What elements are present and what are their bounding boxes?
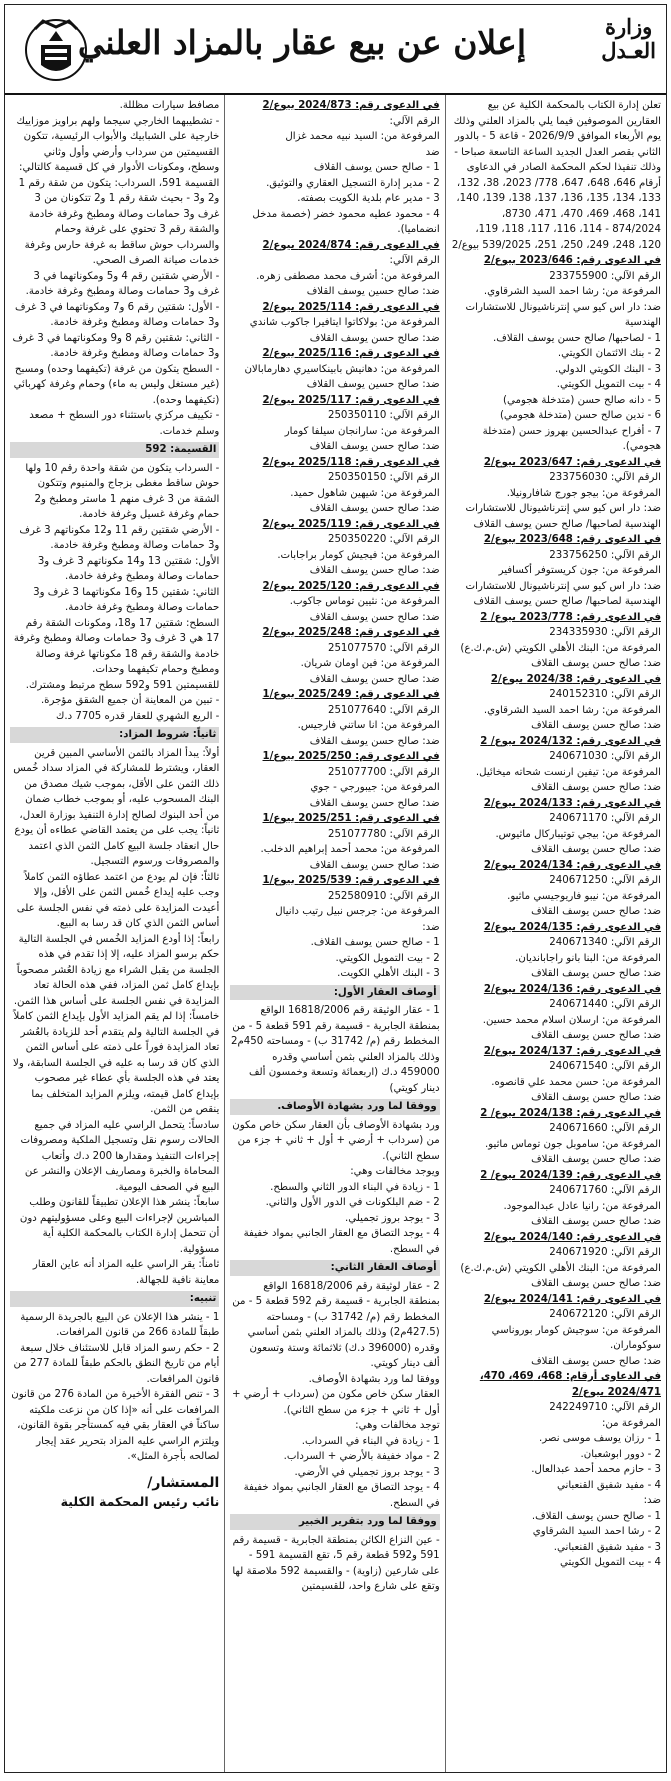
- paragraph: الرقم الآلي: 240671340: [549, 937, 661, 948]
- paragraph: 4 - يوجد التصاق مع العقار الجانبي بمواد خفيفة في السطح.: [243, 1228, 440, 1255]
- paragraph: المرفوعة من: بيجي توتيباركال ماثيوس.: [495, 828, 661, 840]
- paragraph: القسيمة 591، السرداب: يتكون من شقة رقم 1 و2 و3 - بحيث شقة رقم 1 و2 تتكونان من 3 غرف و3 حمامات وصالة ومطبخ وغرفة خادمة والشقة رقم 3 تحتوي على غرفة وحمام والسرداب حوش ساقط به غرفة حارس وغرفة خدمات صيانة الصرف الصحي.: [18, 177, 220, 266]
- paragraph: الرقم الآلي: 240671540: [549, 1061, 661, 1072]
- paragraph: الرقم الآلي: 234335930: [549, 627, 661, 638]
- case-heading: في الدعوى رقم: 2024/141 بيوع/2: [483, 1293, 661, 1305]
- paragraph: ورد بشهادة الأوصاف بأن العقار سكن خاص مكون من (سرداب + أرضي + أول + ثاني + جزء من سطح الثاني).: [232, 1119, 440, 1162]
- paragraph: - تشطيبهما الخارجي سيجما ولهم براويز موزاييك خارجية على الشبابيك والأبواب الرئيسية، تتكون القسيمتين من سرداب وأرضي وأول وثاني وسطح، ومكونات الأدوار في كل قسيمة كالتالي:: [16, 115, 220, 173]
- paragraph: خامساً: إذا لم يقم المزايد الأول بإيداع الثمن كاملاً في الجلسة التالية ولم يتقدم أحد للزيادة بالعُشر تعاد المزايدة فوراً على ذمته على أساس الثمن الذي كان قد رسا به عليه في الجلسة السابقة، ولا يعتد في هذه الجلسة بأي عطاء غير مصحوب بإيداع كامل قيمته، ويلزم المزايد المتخلف بما ينقص من الثمن.: [13, 1011, 220, 1115]
- ministry-name: [601, 15, 656, 63]
- paragraph: المرفوعة من: دهانيش بابينكاسيري دهارمابالان: [244, 363, 440, 375]
- case-heading: في الدعوى رقم: 2024/139 بيوع/ 2: [480, 1169, 661, 1181]
- paragraph: المرفوعة من: نثيين توماس جاكوب.: [289, 596, 440, 607]
- paragraph: الأول: شقتين 13 و14 مكوناتهم 3 غرف و3 حمامات وصالة ومطبخ وغرفة خادمة.: [37, 555, 220, 582]
- paragraph: 1 - لصاحبها/ صالح حسن يوسف القلاف.: [493, 332, 661, 344]
- paragraph: ضد: صالح حسن يوسف القلاف: [531, 1092, 661, 1103]
- paragraph: المرفوعة من: جرجس نبيل رتيب دانيال: [275, 906, 440, 917]
- paragraph: 1 - زيادة في البناء في السرداب.: [301, 1435, 440, 1447]
- paragraph: 4 - بيت التمويل الكويتي: [560, 1557, 661, 1568]
- paragraph: الرقم الآلي: 242249710: [549, 1402, 661, 1413]
- case-heading: في الدعوى رقم: 2023/648 بيوع/2: [483, 534, 661, 545]
- paragraph: 1 - رزان يوسف موسى نصر.: [539, 1433, 661, 1444]
- paragraph: ضد: صالح حسن يوسف القلاف: [309, 332, 440, 344]
- header: [5, 5, 666, 95]
- paragraph: ضد: صالح حسن يوسف القلاف: [531, 1154, 661, 1165]
- case-heading: في الدعاوى أرقام: 468، 469، 470، 2024/471 بيوع/2: [479, 1371, 661, 1398]
- paragraph: المرفوعة من: السيد نبيه محمد غزال: [285, 131, 440, 142]
- column-middle: [225, 95, 445, 1772]
- case-heading: في الدعوى رقم: 2025/118 بيوع/2: [262, 456, 440, 468]
- paragraph: سادساً: يتحمل الراسي عليه المزاد في جميع الحالات رسوم نقل وتسجيل الملكية ومصروفات إجراءات التنفيذ ومقدارها 200 د.ك وأتعاب المحاماة والخبرة ومصاريف الإعلان والنشر عن البيع في الصحف اليومية.: [20, 1119, 220, 1193]
- paragraph: 2 - بنك الائتمان الكويتي.: [557, 348, 661, 359]
- paragraph: 1 - زيادة في البناء الدور الثاني والسطح.: [270, 1181, 440, 1193]
- paragraph: 2 - حكم رسو المزاد قابل للاستئناف خلال سبعة أيام من تاريخ النطق بالحكم طبقاً للمادة 277 من قانون المرافعات.: [13, 1342, 220, 1385]
- paragraph: المرفوعة من: البنك الأهلي الكويتي (ش.م.ك.ع): [460, 642, 661, 654]
- case-heading: في الدعوى رقم: 2023/647 بيوع/2: [483, 456, 661, 468]
- paragraph: الرقم الآلي: 240671250: [549, 875, 661, 886]
- case-heading: في الدعوى رقم: 2025/119 بيوع/2: [262, 518, 440, 530]
- paragraph: الرقم الآلي: 233755900: [549, 270, 661, 282]
- case-heading: في الدعوى رقم: 2025/250 بيوع/1: [262, 751, 440, 762]
- case-heading: في الدعوى رقم: 2024/133 بيوع/2: [483, 797, 661, 809]
- paragraph: المرفوعة من: ارسلان اسلام محمد حسين.: [482, 1014, 661, 1026]
- paragraph: ضد: صالح حسن يوسف القلاف: [309, 503, 440, 514]
- paragraph: ثامناً: يقر الراسي عليه المزاد أنه عاين العقار معاينة نافية للجهالة.: [32, 1259, 220, 1286]
- paragraph: 3 - البنك الأهلي الكويت.: [337, 968, 440, 979]
- paragraph: الرقم الآلي: 250350110: [327, 410, 440, 421]
- paragraph: 6 - ندين صالح حسن (متدخلة هجومي): [499, 410, 661, 421]
- paragraph: 2 - رشا احمد السيد الشرقاوي: [532, 1526, 661, 1537]
- case-heading: في الدعوى رقم: 2025/251 بيوع/1: [262, 813, 440, 824]
- case-heading: في الدعوى رقم: 2024/873 بيوع/2: [262, 100, 440, 111]
- case-heading: في الدعوى رقم: 2025/249 بيوع/1: [262, 689, 440, 700]
- section-heading: تنبيه:: [10, 1291, 219, 1307]
- paragraph: ثالثاً: فإن لم يودع من اعتمد عطاؤه الثمن كاملاً وجب عليه إيداع خُمس الثمن على الأقل، وإلا أعيدت المزايدة على ذمته في نفس الجلسة على أساس الثمن الذي كان قد رسا به البيع.: [16, 871, 220, 929]
- paragraph: 3 - البنك الكويتي الدولي.: [554, 363, 661, 375]
- paragraph: المرفوعة من: ساموبل جون توماس ماثيو.: [485, 1138, 661, 1150]
- paragraph: 2 - ضم البلكونات في الدور الأول والثاني.: [265, 1197, 440, 1208]
- kuwait-emblem-icon: [19, 11, 93, 85]
- case-heading: في الدعوى رقم: 2025/114 بيوع/2: [262, 301, 440, 313]
- paragraph: 1 - عقار الوثيقة رقم 16818/2006 الواقع بمنطقة الجابرية - قسيمة رقم 591 قطعة 5 - من المخطط رقم (م/ 31742 ب) - ومساحته 450م2 وذلك بالمزاد العلني بثمن أساسي وقدره 459000 د.ك (اربعمائة وتسعة وخمسون ألف دينار كويتي): [230, 1005, 440, 1094]
- paragraph: الثاني: شقتين 15 و16 مكوناتهما 3 غرف و3 حمامات وصالة ومطبخ وغرفة خادمة.: [33, 586, 220, 613]
- paragraph: ضد: صالح حسن يوسف القلاف: [309, 565, 440, 576]
- paragraph: ضد:: [422, 921, 440, 933]
- paragraph: ضد: صالح حسن يوسف القلاف: [531, 1278, 661, 1289]
- paragraph: المرفوعة من: حسن محمد علي قانصوه.: [491, 1076, 661, 1088]
- case-heading: في الدعوى رقم: 2024/38 بيوع/2: [490, 673, 661, 685]
- case-heading: في الدعوى رقم: 2025/116 بيوع/2: [262, 348, 440, 359]
- paragraph: المرفوعة من: فيجيش كومار براجابات.: [277, 549, 440, 561]
- paragraph: 1 - صالح حسن يوسف القلاف.: [531, 1510, 661, 1522]
- paragraph: ويوجد مخالفات وهي:: [350, 1166, 440, 1177]
- paragraph: الرقم الآلي: 240152310: [549, 689, 661, 700]
- paragraph: 2 - مواد خفيفة بالأرضي + السرداب.: [283, 1451, 440, 1462]
- paragraph: ضد: صالح حسين يوسف القلاف: [306, 286, 440, 297]
- paragraph: ضد: صالح حسن يوسف القلاف: [309, 611, 440, 623]
- paragraph: - الأرضي شقتين رقم 4 و5 ومكوناتهما في 3 غرف و3 حمامات وصالة ومطبخ وغرفة خادمة.: [25, 270, 220, 297]
- paragraph: الرقم الآلي: 252580910: [327, 890, 440, 902]
- paragraph: 4 - محمود عطيه محمود خضر (خصمة مدخل انضماميا).: [252, 208, 440, 235]
- paragraph: الرقم الآلي:: [389, 255, 440, 266]
- paragraph: الرقم الآلي: 250350150: [327, 472, 440, 483]
- paragraph: السطح: شقتين 17 و18، ومكونات الشقة رقم 17 هي 3 غرف و3 حمامات وصالة ومطبخ وغرفة خادمة والشقة رقم 18 مكوناتها غرفة وصالة ومطبخ وحمام تكيفهما وحدات.: [13, 617, 220, 675]
- ministry-line-1: وزارة: [604, 14, 653, 39]
- paragraph: ضد: صالح حسن يوسف القلاف: [531, 720, 661, 731]
- paragraph: المرفوعة من: رشا احمد السيد الشرقاوي.: [483, 286, 661, 297]
- paragraph: الرقم الآلي: 240671030: [549, 751, 661, 762]
- paragraph: ضد: صالح حسن يوسف القلاف: [309, 441, 440, 452]
- paragraph: المرفوعة من: أشرف محمد مصطفى زهره.: [256, 270, 440, 282]
- paragraph: المرفوعة من: شيهين شاهول حميد.: [290, 487, 440, 499]
- column-left: [5, 95, 225, 1772]
- paragraph: ضد: صالح حسن يوسف القلاف: [531, 658, 661, 669]
- paragraph: الرقم الآلي: 250350220: [327, 534, 440, 545]
- paragraph: 3 - تنص الفقرة الأخيرة من المادة 276 من قانون المرافعات على أنه «إذا كان من نزعت ملكيته ساكناً في العقار بقي فيه كمستأجر بقوة القانون، ويلتزم الراسي عليه المزاد بتحرير عقد إيجار لصالحه بأجرة المثل».: [11, 1389, 220, 1462]
- paragraph: الرقم الآلي: 240671170: [549, 813, 661, 824]
- paragraph: المرفوعة من:: [601, 1417, 661, 1429]
- paragraph: ضد: صالح حسن يوسف القلاف: [309, 797, 440, 809]
- paragraph: 7 - أفراح عبدالحسين بهروز حسن (متدخلة هجومي).: [482, 425, 661, 452]
- paragraph: المرفوعة من: نيبو فاريوجيسي ماثيو.: [507, 890, 661, 902]
- paragraph: للقسيمتين 591 و592 سطح مرتبط ومشترك.: [25, 679, 220, 691]
- paragraph: 1 - صالح حسن يوسف القلاف: [313, 162, 440, 173]
- paragraph: - عين النزاع الكائن بمنطقة الجابرية - قسيمة رقم 591 و592 قطعة رقم 5، تقع القسيمة 591 - على شارعين (زاوية) - والقسيمة 592 ملاصقة لها وتقع على شارع واحد، للقسيمتين: [232, 1534, 440, 1592]
- paragraph: ضد: صالح حسن يوسف القلاف: [531, 1355, 661, 1367]
- case-heading: في الدعوى رقم: 2024/140 بيوع/2: [483, 1231, 661, 1243]
- paragraph: العقار سكن خاص مكون من (سرداب + أرضي + أول + ثاني + جزء من سطح الثاني).: [232, 1389, 440, 1416]
- paragraph: - الريع الشهري للعقار قدره 7705 د.ك: [55, 710, 220, 722]
- signature-role: نائب رئيس المحكمة الكلية: [60, 1493, 220, 1509]
- columns: [5, 95, 666, 1772]
- paragraph: الرقم الآلي: 233756250: [549, 549, 661, 561]
- paragraph: 3 - يوجد بروز تجميلي في الأرضي.: [294, 1466, 440, 1478]
- paragraph: ضد: صالح حسن يوسف القلاف: [531, 844, 661, 855]
- paragraph: الرقم الآلي: 240671760: [549, 1185, 661, 1196]
- case-heading: في الدعوى رقم: 2024/136 بيوع/2: [483, 983, 661, 995]
- paragraph: الرقم الآلي:: [389, 115, 440, 127]
- paragraph: 2 - مدير إدارة التسجيل العقاري والتوثيق.: [266, 177, 440, 189]
- paragraph: المرفوعة من: تيفين ارنست شحاته ميخائيل.: [475, 766, 661, 778]
- paragraph: المرفوعة من: محمد أحمد إبراهيم الدخلب.: [260, 844, 440, 855]
- paragraph: المرفوعة من: سوجيش كومار بوروناسي سوكوماران.: [491, 1324, 661, 1351]
- paragraph: الرقم الآلي: 251077700: [327, 766, 440, 778]
- paragraph: المرفوعة من: فين اومان شريان.: [300, 658, 440, 669]
- paragraph: - الثاني: شقتين رقم 8 و9 ومكوناتهما في 3 غرف و3 حمامات وصالة ومطبخ وغرفة خادمة.: [12, 332, 220, 359]
- paragraph: ضد: دار اس كيو سي إنترناشيونال للاستشارات الهندسية لصاحبها/ صالح حسن يوسف القلاف: [465, 503, 661, 530]
- case-heading: في الدعوى رقم: 2024/135 بيوع/2: [483, 921, 661, 933]
- paragraph: 3 - يوجد بروز تجميلي.: [345, 1212, 440, 1224]
- paragraph: - الأرضي شقتين رقم 11 و12 مكوناتهم 3 غرف و3 حمامات وصالة ومطبخ وغرفة خادمة.: [19, 524, 220, 551]
- paragraph: 1 - ينشر هذا الإعلان عن البيع بالجريدة الرسمية طبقاً للمادة 266 من قانون المرافعات.: [20, 1311, 220, 1338]
- paragraph: 2 - عقار لوثيقة رقم 16818/2006 الواقع بمنطقة الجابرية - قسيمة رقم 592 قطعة 5 - من المخطط رقم (م/ 31742 ب) - ومساحته (427.5م2) وذلك بالمزاد العلني بثمن أساسي وقدره (396000 د.ك) ثلاثمائة وستة وتسعون ألف دينار كويتي.: [232, 1280, 440, 1369]
- paragraph: الرقم الآلي: 233756030: [549, 472, 661, 483]
- section-heading: أوصاف العقار الثاني:: [230, 1260, 439, 1276]
- column-right: [446, 95, 666, 1772]
- paragraph: 4 - يوجد التصاق مع العقار الجانبي بمواد خفيفة في السطح.: [243, 1482, 440, 1509]
- paragraph: - تكييف مركزي باستثناء دور السطح + مصعد وسلم خدمات.: [29, 410, 220, 437]
- paragraph: رابعاً: إذا أودع المزايد الخُمس في الجلسة التالية حكم برسو المزاد عليه، إلا إذا تقدم في هذه الجلسة من يقبل الشراء مع زيادة العُشر مصحوباً بإيداع كامل ثمن المزاد، ففي هذه الحالة تعاد المزايدة في نفس الجلسة على أساس هذا الثمن.: [13, 933, 220, 1007]
- paragraph: توجد مخالفات وهي:: [355, 1420, 440, 1431]
- paragraph: 5 - دانه صالح حسن (متدخلة هجومي): [503, 394, 661, 406]
- paragraph: ضد:: [643, 1495, 661, 1506]
- paragraph: 3 - مفيد شفيق القنعباني.: [553, 1541, 661, 1553]
- paragraph: أولاً: يبدأ المزاد بالثمن الأساسي المبين قرين العقار، ويشترط للمشاركة في المزاد سداد خُمس ذلك الثمن على الأقل، بموجب شيك مصدق من البنك المسحوب عليه، أو بموجب خطاب ضمان من أحد البنوك لصالح إدارة التنفيذ بوزارة العدل، ثانياً: يجب على من يعتمد القاضي عطاءه أن يودع حال انعقاد جلسة البيع كامل الثمن الذي اعتمد والمصروفات ورسوم التسجيل.: [13, 747, 220, 867]
- paragraph: 2 - بيت التمويل الكويتي.: [335, 952, 440, 964]
- section-heading: أوصاف العقار الأول:: [230, 985, 439, 1001]
- paragraph: ضد: صالح حسن يوسف القلاف: [531, 906, 661, 917]
- paragraph: المرفوعة من: البنك الأهلي الكويتي (ش.م.ك.ع): [460, 1262, 661, 1274]
- paragraph: الرقم الآلي: 251077640: [327, 704, 440, 716]
- case-heading: في الدعوى رقم: 2025/117 بيوع/2: [262, 394, 440, 406]
- paragraph: سابعاً: ينشر هذا الإعلان تطبيقاً للقانون وطلب المباشرين لإجراءات البيع وعلى مسؤوليتهم دون أن تتحمل إدارة الكتاب بالمحكمة الكلية أية مسؤولية.: [19, 1197, 220, 1255]
- paragraph: ضد: صالح حسن يوسف القلاف: [531, 968, 661, 979]
- paragraph: المرفوعة من: جيبورجي - جوي: [310, 782, 440, 793]
- paragraph: تعلن إدارة الكتاب بالمحكمة الكلية عن بيع العقارين الموصوفين فيما يلي بالمزاد العلني وذلك يوم الأربعاء الموافق 2026/9/9 - قاعة 5 - بالدور الثاني بقصر العدل الجديد الساعة التاسعة صباحا - وذلك تنفيذا لحكم المحكمة الصادر في الدعاوى أرقام 646، 648، 647، 778/ 2023، 38، 132، 133، 134، 135، 136، 137، 138، 139، 140، 141، 468، 469، 470، 471، 8730، 874/2024 - 114، 116، 117، 118، 119، 120، 248، 249، 250، 251، 539/2025 بيوع/2: [451, 100, 661, 251]
- paragraph: الرقم الآلي: 251077780: [327, 828, 440, 840]
- paragraph: ضد: صالح حسن يوسف القلاف: [531, 1030, 661, 1041]
- case-heading: في الدعوى رقم: 2025/539 بيوع/1: [262, 875, 440, 886]
- ministry-line-2: العـدل: [601, 38, 656, 63]
- announcement-page: [4, 4, 667, 1773]
- paragraph: المرفوعة من: بولاكاتوا ايتافيرا جاكوب شاندي: [249, 317, 440, 328]
- paragraph: الرقم الآلي: 251077570: [327, 642, 440, 654]
- paragraph: - الأول: شقتين رقم 6 و7 ومكوناتهما في 3 غرف و3 حمامات وصالة ومطبخ وغرفة خادمة.: [14, 301, 220, 328]
- paragraph: ضد: صالح حسين يوسف القلاف: [306, 379, 440, 390]
- case-heading: في الدعوى رقم: 2023/778 بيوع/ 2: [480, 611, 661, 623]
- case-heading: في الدعوى رقم: 2024/132 بيوع/ 2: [480, 735, 661, 747]
- paragraph: ضد: صالح حسن يوسف القلاف: [531, 1216, 661, 1227]
- paragraph: المرفوعة من: رشا احمد السيد الشرقاوي.: [483, 704, 661, 716]
- paragraph: ضد: دار اس كيو سي إنترناشيونال للاستشارات الهندسية لصاحبها/ صالح حسن يوسف القلاف: [465, 580, 661, 607]
- paragraph: المرفوعة من: انا ساتني فارجيس.: [297, 720, 440, 731]
- paragraph: - السطح يتكون من غرفة (تكيفهما وحده) ومسبح (غير مستغل وليس به ماء) وحمام وغرفة كهربائي (تكيفهما وحده).: [13, 363, 220, 406]
- case-heading: في الدعوى رقم: 2025/248 بيوع/2: [262, 627, 440, 638]
- paragraph: المرفوعة من: البنا بانو راجاباندیان.: [515, 952, 661, 964]
- paragraph: 4 - بيت التمويل الكويتي.: [556, 379, 661, 390]
- paragraph: ضد: صالح حسن يوسف القلاف: [309, 735, 440, 747]
- paragraph: ووفقا لما ورد بشهادة الأوصاف.: [308, 1373, 440, 1385]
- paragraph: 3 - حازم محمد أحمد عبدالعال.: [531, 1464, 661, 1475]
- paragraph: الرقم الآلي: 240671440: [549, 999, 661, 1010]
- paragraph: الرقم الآلي: 240671920: [549, 1247, 661, 1258]
- case-heading: في الدعوى رقم: 2024/874 بيوع/2: [262, 239, 440, 251]
- paragraph: 4 - مفيد شفيق القنعباني: [557, 1479, 661, 1491]
- paragraph: مصافط سيارات مظللة.: [119, 100, 220, 111]
- paragraph: المرفوعة من: سارانجان سيلفا كومار: [284, 425, 440, 437]
- paragraph: الرقم الآلي: 240672120: [549, 1309, 661, 1320]
- announcement-title: إعلان عن بيع عقار بالمزاد العلني: [77, 23, 526, 62]
- section-heading: ثانياً: شروط المزاد:: [10, 727, 219, 743]
- paragraph: المرفوعة من: رانيا عادل عبدالموجود.: [503, 1200, 661, 1212]
- section-heading: ووفقا لما ورد بتقرير الخبير: [230, 1514, 439, 1530]
- paragraph: ضد: دار اس كيو سي إنترناشيونال للاستشارات الهندسية: [465, 301, 661, 328]
- case-heading: في الدعوى رقم: 2024/138 بيوع/ 2: [480, 1107, 661, 1119]
- paragraph: ضد: صالح حسن يوسف القلاف: [309, 673, 440, 685]
- paragraph: الرقم الآلي: 240671660: [549, 1123, 661, 1134]
- case-heading: في الدعوى رقم: 2024/134 بيوع/2: [483, 859, 661, 871]
- paragraph: المرفوعة من: جون كريستوفر أكسافير: [498, 565, 661, 576]
- paragraph: - تبين من المعاينة أن جميع الشقق مؤجرة.: [40, 695, 220, 706]
- paragraph: المرفوعة من: بيجو جورج شافارونيلا.: [506, 487, 661, 499]
- paragraph: - السرداب يتكون من شقة واحدة رقم 10 ولها حوش ساقط مغطى بزجاج والمنيوم وتتكون الشقة من 3 غرف منهم 1 ماستر ومطبخ و2 حمام وغرفة غسيل وغرفة خادمة.: [25, 462, 220, 520]
- signature-title: المستشار/: [147, 1474, 220, 1491]
- case-heading: في الدعوى رقم: 2025/120 بيوع/2: [262, 580, 440, 592]
- case-heading: في الدعوى رقم: 2023/646 بيوع/2: [483, 255, 661, 266]
- paragraph: ضد: صالح حسن يوسف القلاف: [531, 782, 661, 793]
- paragraph: ضد: [425, 146, 440, 158]
- paragraph: 3 - مدير عام بلدية الكويت بصفته.: [297, 193, 440, 204]
- paragraph: 2 - دوور ابوشعبان.: [580, 1448, 661, 1460]
- paragraph: 1 - صالح حسن يوسف القلاف.: [310, 937, 440, 948]
- case-heading: في الدعوى رقم: 2024/137 بيوع/2: [483, 1045, 661, 1057]
- section-heading: القسيمة: 592: [10, 442, 219, 458]
- paragraph: ضد: صالح حسن يوسف القلاف: [309, 859, 440, 871]
- section-heading: ووفقا لما ورد بشهادة الأوصاف.: [230, 1099, 439, 1115]
